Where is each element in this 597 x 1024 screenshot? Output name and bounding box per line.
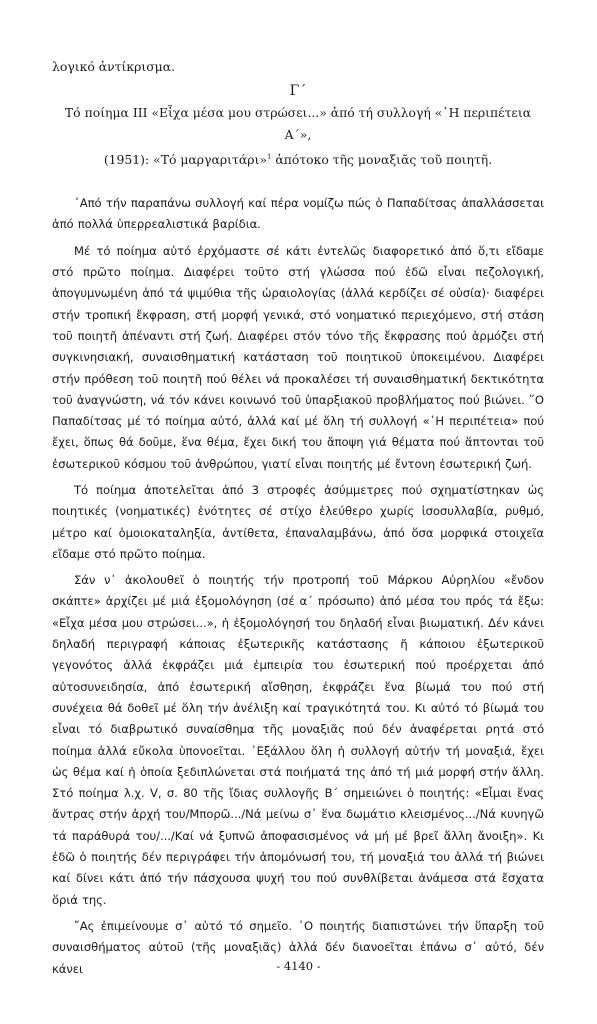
section-title-line-2 xyxy=(52,146,544,171)
page-body xyxy=(52,56,544,985)
page-number: - 4140 - xyxy=(276,959,321,973)
paragraph-4: Σάν ν᾿ ἀκολουθεῖ ὁ ποιητής τήν προτροπή τοῦ Μάρκου Αὐρηλίου «ἔνδον σκάπτε» ἀρχίζει μέ μιά ἐξομολόγηση (σέ α΄ πρόσωπο) ἀπό μέσα του πρός τά ἔξω: «Εἶχα μέσα μου στρώσει...», ἡ ἐξομολόγησή του δηλαδή εἶναι βιωματική. Δέν κάνει δηλαδή περιγραφή κάποιας ἐξωτερικῆς κατάστασης ἤ κάποιου ἐξωτερικοῦ γεγονότος ἀλλά ἐκφράζει μιά ἐμπειρία του ἐσωτερική πού προέρχεται ἀπό αὐτοσυνειδησία, ἀπό ἐσωτερική αἴσθηση, ἐκφράζει ἕνα βίωμά του πού στή συνέχεια θά δοθεῖ μέ ὅλη τήν ἀνέλιξη καί τραγικότητά του. Κι αὐτό τό βίωμά του εἶναι τό διαβρωτικό συναίσθημα τῆς μοναξιᾶς πού δέν ἀναφέρεται ρητά στό ποίημα ἀλλά εὔκολα ὑπονοεῖται. ᾿Εξάλλου ὅλη ἡ συλλογή αὐτήν τή μοναξιά, ἔχει ὡς θέμα καί ἡ ὁποία ξεδιπλώνεται στά ποιήματά της ἀπό τή μιά μορφή στήν ἄλλη. Στό ποίημα λ.χ. V, σ. 80 τῆς ἴδιας συλλογῆς Β΄ σημειώνει ὁ ποιητής: «Εἶμαι ἕνας ἄντρας στήν ἀρχή του/Μπορῶ.../Νά μείνω σ᾿ ἕνα δωμάτιο κλεισμένος.../Νά κυνηγῶ τά παράθυρά του/.../Καί νά ξυπνῶ ἀποφασισμένος νά μή μέ βρεῖ ἄλλη ἄνοιξη». Κι ἐδῶ ὁ ποιητής δέν περιγράφει τήν ἀπομόνωσή του, τή μοναξιά του ἀλλά τή βιώνει καί δίνει κάτι ἀπό τήν πάσχουσα ψυχή του πού συνθλίβεται ἀνάμεσα στά ἔσχατα ὅριά της. xyxy=(52,573,544,907)
carryover-line: λογικό ἀντίκρισμα. xyxy=(52,59,176,74)
footnote-marker: 1 xyxy=(266,153,272,161)
paragraph-1: ᾿Από τήν παραπάνω συλλογή καί πέρα νομίζω πώς ὁ Παπαδίτσας ἀπαλλάσσεται ἀπό πολλά ὑπερρεαλιστικά βαρίδια. xyxy=(52,196,544,232)
section-heading-gamma: Γ΄ xyxy=(289,83,307,99)
paragraph-3: Τό ποίημα ἀποτελεῖται ἀπό 3 στροφές ἀσύμμετρες πού σχηματίστηκαν ὡς ποιητικές (νοηματικές) ἑνότητες σέ στίχο ἐλεύθερο χωρίς ἰσοσυλλαβία, ρυθμό, μέτρο καί ὁμοιοκαταληξία, ἀντίθετα, ἐπαναλαμβάνω, ἀπό ὅσα μορφικά στοιχεῖα εἴδαμε στό πρῶτο ποίημα. xyxy=(52,482,544,561)
paragraph-2: Μέ τό ποίημα αὐτό ἐρχόμαστε σέ κάτι ἐντελῶς διαφορετικό ἀπό ὅ,τι εἴδαμε στό πρῶτο ποίημα. Διαφέρει τοῦτο στή γλώσσα πού ἐδῶ εἶναι πεζολογική, ἀπογυμνωμένη ἀπό τά ψιμύθια τῆς ὡραιολογίας (ἀλλά κερδίζει σέ οὐσία)· διαφέρει στήν τροπική ἔκφραση, στή μορφή γενικά, στό νοηματικό περιεχόμενο, στή στάση τοῦ ποιητῆ ἀπέναντι στή ζωή. Διαφέρει στόν τόνο τῆς ἔκφρασης πού ἁρμόζει στή συγκινησιακή, συναισθηματική κατάσταση τοῦ ποιητικοῦ ὑποκειμένου. Διαφέρει στήν πρόθεση τοῦ ποιητῆ πού θέλει νά προκαλέσει τή συναισθηματική δεκτικότητα τοῦ ἀναγνώστη, νά τόν κάνει κοινωνό τοῦ ὑπαρξιακοῦ προβλήματος πού βιώνει. ῞Ο Παπαδίτσας μέ τό ποίημα αὐτό, ἀλλά καί μέ ὅλη τή συλλογή «῾Η περιπέτεια» πού ἔχει, ὅπως θά δοῦμε, ἕνα θέμα, ἔχει δική του ἄποψη γιά θέματα πού ἅπτονται τοῦ ἐσωτερικοῦ κόσμου τοῦ ἀνθρώπου, γιατί εἶναι ποιητής μέ ἔντονη ἐσωτερική ζωή. xyxy=(52,243,544,471)
paragraph-5: ῎Ας ἐπιμείνουμε σ᾿ αὐτό τό σημεῖο. ῾Ο ποιητής διαπιστώνει τήν ὕπαρξη τοῦ συναισθήματος αὐτοῦ (τῆς μοναξιᾶς) ἀλλά δέν διανοεῖται ἐπάνω σ᾿ αὐτό, δέν κάνει xyxy=(52,918,544,976)
section-title-suffix: ἀπότοκο τῆς μοναξιᾶς τοῦ ποιητῆ. xyxy=(271,152,493,168)
body-text xyxy=(52,193,544,980)
section-title-prefix: (1951): «Τό μαργαριτάρι» xyxy=(103,152,267,168)
section-title-line-1: Τό ποίημα ΙΙΙ «Εἶχα μέσα μου στρώσει...» ἀπό τή συλλογή «῾Η περιπέτεια Α΄», xyxy=(64,105,532,142)
